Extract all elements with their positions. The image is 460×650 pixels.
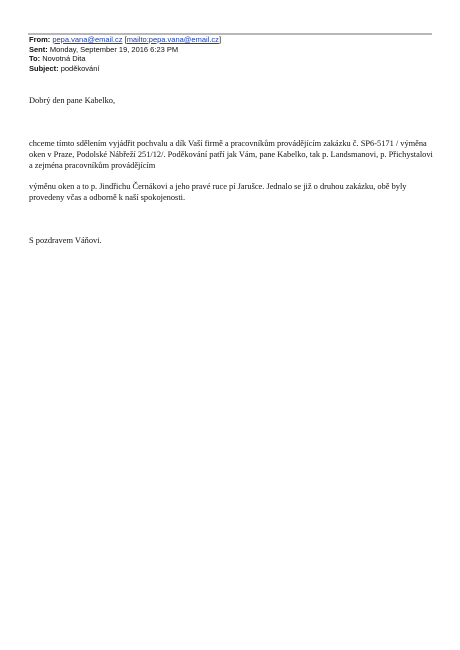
from-mailto-link[interactable]: mailto:pepa.vana@email.cz bbox=[126, 35, 219, 44]
to-row bbox=[29, 54, 433, 64]
subject-label: Subject: bbox=[29, 63, 59, 73]
from-label: From: bbox=[29, 35, 51, 44]
mailto-open-bracket: [ bbox=[124, 35, 127, 44]
message-signoff: S pozdravem Váňovi. bbox=[29, 236, 102, 245]
message-paragraph-1: chceme tímto sdělením vyjádřit pochvalu a dík Vaší firmě a pracovníkům provádějícím zakázku č. SP6-5171 / výměna oken v Praze, Podolské Nábřeží 251/12/. Poděkování patří jak Vám, pane Kabelko, tak p. Landsmanovi, p. Přichystalovi a zejména pracovníkům provádějícím bbox=[29, 139, 433, 170]
subject-row bbox=[29, 64, 433, 74]
from-email-link[interactable]: pepa.vana@email.cz bbox=[52, 35, 123, 44]
email-header bbox=[29, 35, 433, 73]
from-row bbox=[29, 35, 433, 45]
message-greeting: Dobrý den pane Kabelko, bbox=[29, 96, 116, 105]
sent-label: Sent: bbox=[29, 44, 48, 54]
mailto-close-bracket: ] bbox=[218, 35, 222, 44]
sent-row bbox=[29, 45, 433, 55]
message-paragraph-2: výměnu oken a to p. Jindřichu Černákovi a jeho pravé ruce pí Jarušce. Jednalo se již o druhou zakázku, obě byly provedeny včas a odborně k naší spokojenosti. bbox=[29, 182, 407, 202]
subject-value: poděkování bbox=[60, 63, 100, 73]
to-label: To: bbox=[29, 54, 41, 63]
sent-value: Monday, September 19, 2016 6:23 PM bbox=[49, 44, 179, 54]
to-value: Novotná Dita bbox=[42, 54, 86, 63]
